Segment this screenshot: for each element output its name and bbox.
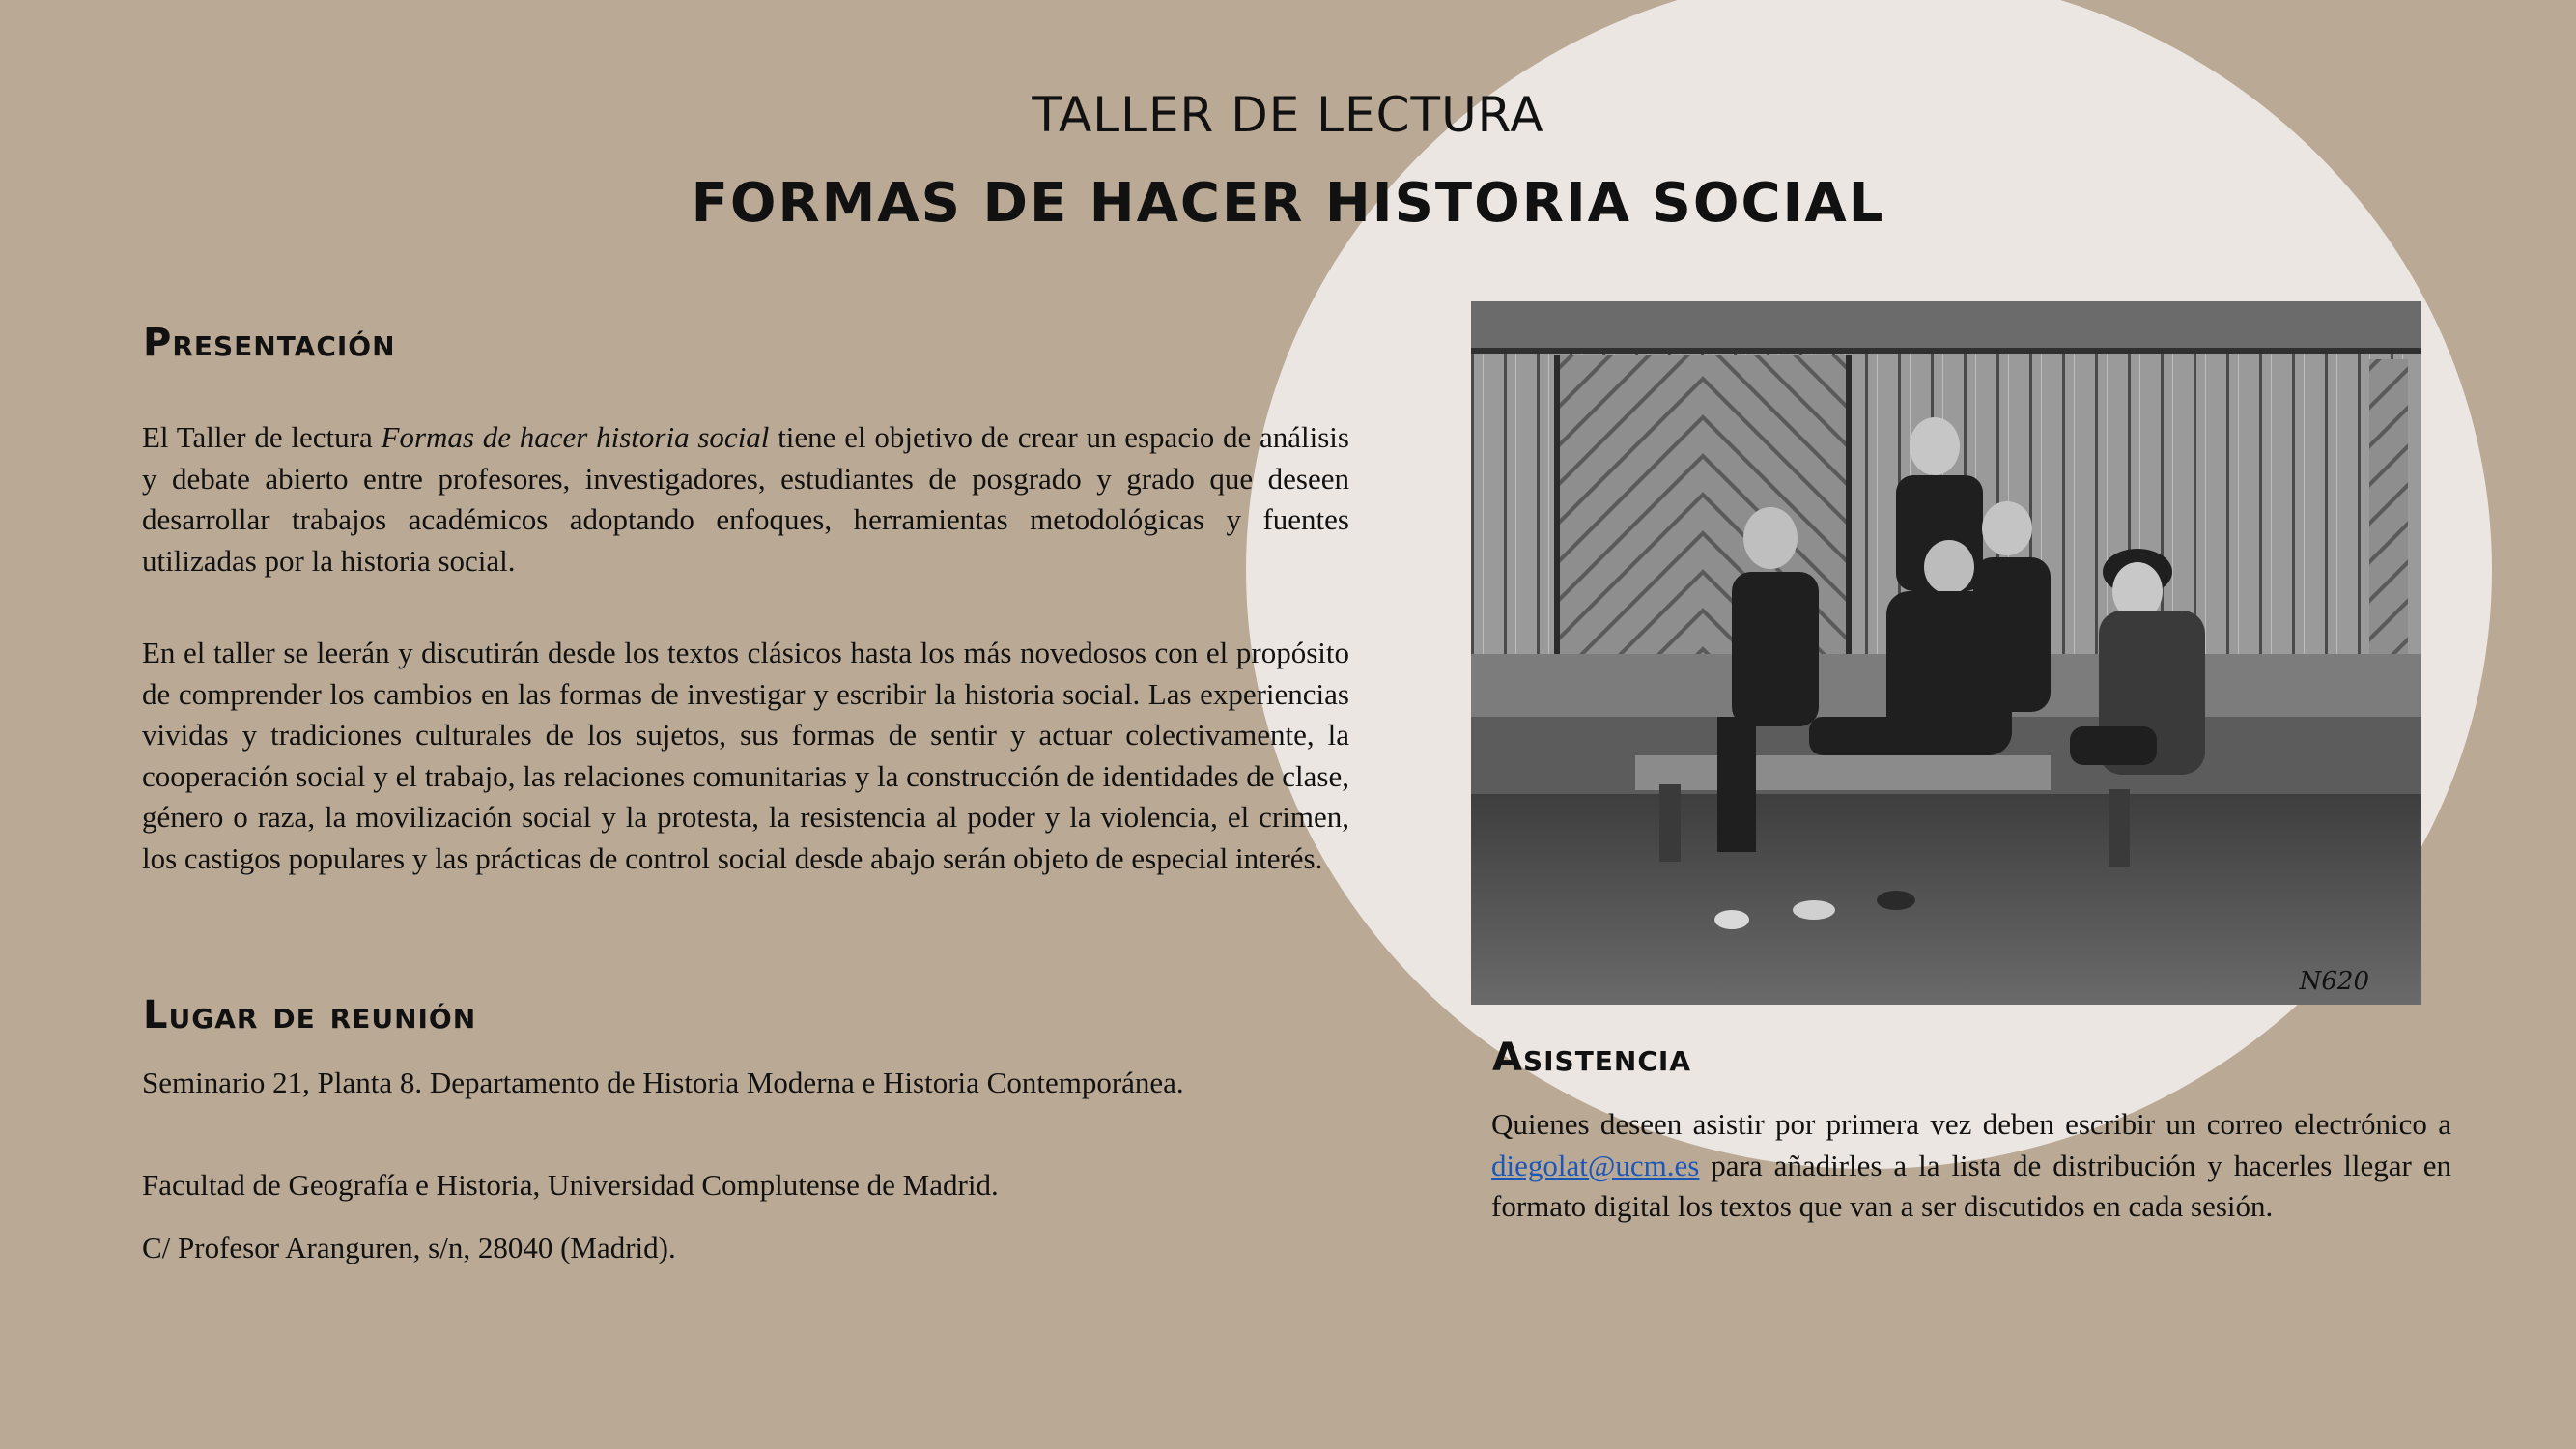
lugar-line-2: Facultad de Geografía e Historia, Universidad Complutense de Madrid. — [142, 1168, 999, 1202]
asistencia-text-b: para añadirles a la lista de distribución y hacerles llegar en formato digital los textos que van a ser discutidos en cada sesión. — [1491, 1148, 2451, 1223]
lugar-line-1: Seminario 21, Planta 8. Departamento de Historia Moderna e Historia Contemporánea. — [142, 1065, 1184, 1099]
asistencia-text-a: Quienes deseen asistir por primera vez deben escribir un correo electrónico a — [1491, 1107, 2451, 1141]
presentacion-paragraph-1 — [142, 417, 1349, 582]
email-link[interactable]: diegolat@ucm.es — [1491, 1148, 1700, 1182]
photo-mark: N620 — [2299, 967, 2369, 996]
asistencia-heading: Asistencia — [1492, 1036, 1692, 1080]
page-title: FORMAS DE HACER HISTORIA SOCIAL — [691, 172, 1885, 235]
asistencia-paragraph — [1491, 1104, 2451, 1228]
presentacion-heading: Presentación — [143, 321, 396, 365]
historical-photo — [1471, 301, 2421, 1005]
p1-text-a: El Taller de lectura — [142, 420, 382, 454]
page-kicker: TALLER DE LECTURA — [1032, 87, 1544, 143]
lugar-line-3: C/ Profesor Aranguren, s/n, 28040 (Madrid). — [142, 1231, 676, 1264]
presentacion-paragraph-2: En el taller se leerán y discutirán desde los textos clásicos hasta los más novedosos con el propósito de comprender los cambios en las formas de investigar y escribir la historia social. Las experiencias vividas y tradiciones culturales de los sujetos, sus formas de sentir y actuar colectivamente, la cooperación social y el trabajo, las relaciones comunitarias y la construcción de identidades de clase, género o raza, la movilización social y la protesta, la resistencia al poder y la violencia, el crimen, los castigos populares y las prácticas de control social desde abajo serán objeto de especial interés. — [142, 636, 1349, 875]
p1-text-b: tiene el objetivo de crear un espacio de análisis y debate abierto entre profesores, investigadores, estudiantes de posgrado y grado que deseen desarrollar trabajos académicos adoptando enfoques, herramientas metodológicas y fuentes utilizadas por la historia social. — [142, 420, 1349, 578]
photo-illustration — [1471, 301, 2421, 1005]
p1-italic-title: Formas de hacer historia social — [381, 420, 770, 454]
lugar-heading: Lugar de reunión — [143, 993, 477, 1037]
